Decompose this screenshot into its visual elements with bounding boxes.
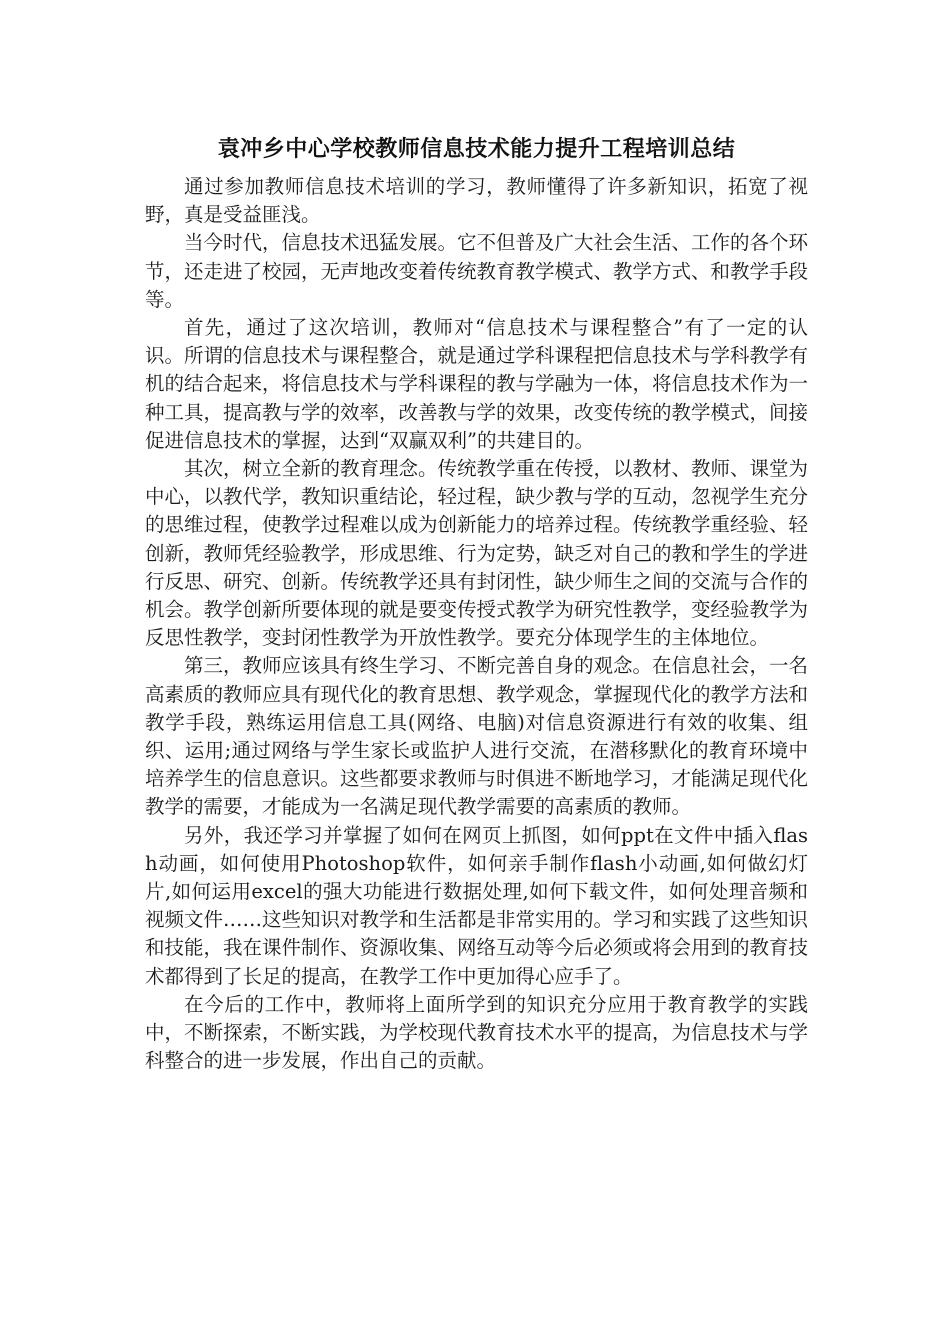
document-title: 袁冲乡中心学校教师信息技术能力提升工程培训总结 (217, 137, 736, 162)
paragraph-era: 当今时代，信息技术迅猛发展。它不但普及广大社会生活、工作的各个环节，还走进了校园，无声地改变着传统教育教学模式、教学方式、和教学手段等。 (145, 231, 809, 311)
paragraph-third: 第三，教师应该具有终生学习、不断完善自身的观念。在信息社会，一名高素质的教师应具有现代化的教育思想、教学观念，掌握现代化的教学方法和教学手段，熟练运用信息工具(网络、电脑)对信息资源进行有效的收集、组织、运用;通过网络与学生家长或监护人进行交流，在潜移默化的教育环境中培养学生的信息意识。这些都要求教师与时俱进不断地学习，才能满足现代化教学的需要，才能成为一名满足现代教学需要的高素质的教师。 (145, 654, 809, 819)
paragraph-first: 首先，通过了这次培训，教师对“信息技术与课程整合”有了一定的认识。所谓的信息技术与课程整合，就是通过学科课程把信息技术与学科教学有机的结合起来，将信息技术与学科课程的教与学融为一体，将信息技术作为一种工具，提高教与学的效率，改善教与学的效果，改变传统的教学模式，间接促进信息技术的掌握，达到“双赢双利”的共建目的。 (145, 316, 809, 452)
paragraph-intro: 通过参加教师信息技术培训的学习，教师懂得了许多新知识，拓宽了视野，真是受益匪浅。 (145, 175, 808, 227)
paragraph-skills: 另外，我还学习并掌握了如何在网页上抓图，如何ppt在文件中插入flash动画，如何使用Photoshop软件，如何亲手制作flash小动画,如何做幻灯片,如何运用excel的强大功能进行数据处理,如何下载文件，如何处理音频和视频文件……这些知识对教学和生活都是非常实用的。学习和实践了这些知识和技能，我在课件制作、资源收集、网络互动等今后必须或将会用到的教育技术都得到了长足的提高，在教学工作中更加得心应手了。 (145, 823, 809, 988)
paragraph-conclusion: 在今后的工作中，教师将上面所学到的知识充分应用于教育教学的实践中，不断探索，不断实践，为学校现代教育技术水平的提高，为信息技术与学科整合的进一步发展，作出自己的贡献。 (145, 992, 809, 1073)
paragraph-second: 其次，树立全新的教育理念。传统教学重在传授，以教材、教师、课堂为中心，以教代学，教知识重结论，轻过程，缺少教与学的互动，忽视学生充分的思维过程，使教学过程难以成为创新能力的培养过程。传统教学重经验、轻创新，教师凭经验教学，形成思维、行为定势，缺乏对自己的教和学生的学进行反思、研究、创新。传统教学还具有封闭性，缺少师生之间的交流与合作的机会。教学创新所要体现的就是要变传授式教学为研究性教学，变经验教学为反思性教学，变封闭性教学为开放性教学。要充分体现学生的主体地位。 (145, 457, 809, 650)
document-body (145, 133, 808, 1076)
